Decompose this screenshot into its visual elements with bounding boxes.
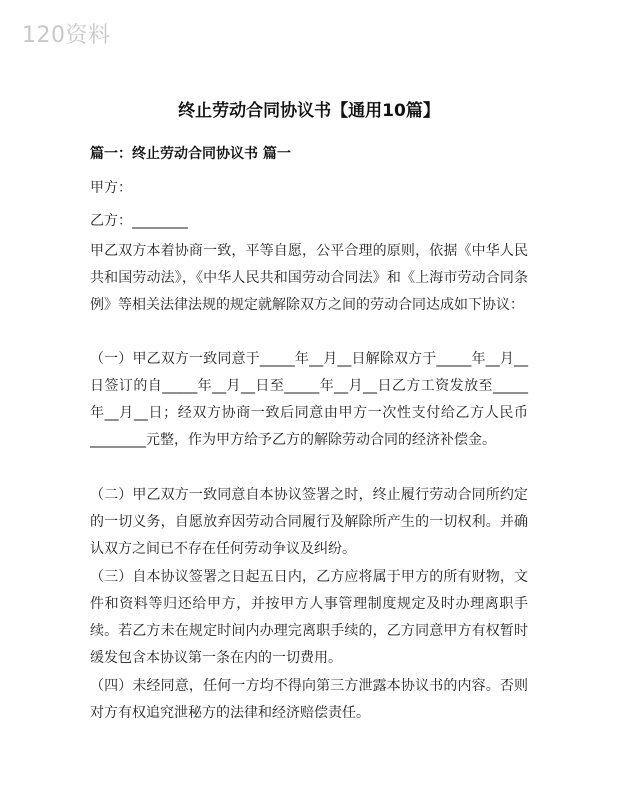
paragraph-intro: 甲乙双方本着协商一致，平等自愿，公平合理的原则，依据《中华人民共和国劳动法》，《中华人民共和国劳动合同法》和《上海市劳动合同条例》等相关法律法规的规定就解除双方之间的劳动合同达成如下协议： xyxy=(90,243,528,313)
watermark-text: 120资料 xyxy=(22,23,111,48)
paragraph-clause-3: （三）自本协议签署之日起五日内，乙方应将属于甲方的所有财物，文件和资料等归还给甲方，并按甲方人事管理制度规定及时办理离职手续。若乙方未在规定时间内办理完离职手续的，乙方同意甲方有权暂时缓发包含本协议第一条在内的一切费用。 xyxy=(90,569,528,666)
party-b-line: 乙方：________ xyxy=(90,213,188,229)
document-title: 终止劳动合同协议书【通用10篇】 xyxy=(178,101,440,121)
paragraph-clause-4: （四）未经同意，任何一方均不得向第三方泄露本协议书的内容。否则对方有权追究泄秘方的法律和经济赔偿责任。 xyxy=(90,678,528,721)
section-heading: 篇一：终止劳动合同协议书 篇一 xyxy=(90,146,291,162)
paragraph-clause-1: （一）甲乙双方一致同意于_____年__月__日解除双方于_____年__月__日签订的自_____年__月__日至_____年__月__日乙方工资发放至_____年__月__日；经双方协商一致后同意由甲方一次性支付给乙方人民币________元整，作为甲方给予乙方的解除劳动合同的经济补偿金。 xyxy=(90,351,528,448)
party-a-line: 甲方： xyxy=(90,180,132,196)
paragraph-clause-2: （二）甲乙双方一致同意自本协议签署之时，终止履行劳动合同所约定的一切义务，自愿放弃因劳动合同履行及解除所产生的一切权利。并确认双方之间已不存在任何劳动争议及纠纷。 xyxy=(90,487,528,557)
